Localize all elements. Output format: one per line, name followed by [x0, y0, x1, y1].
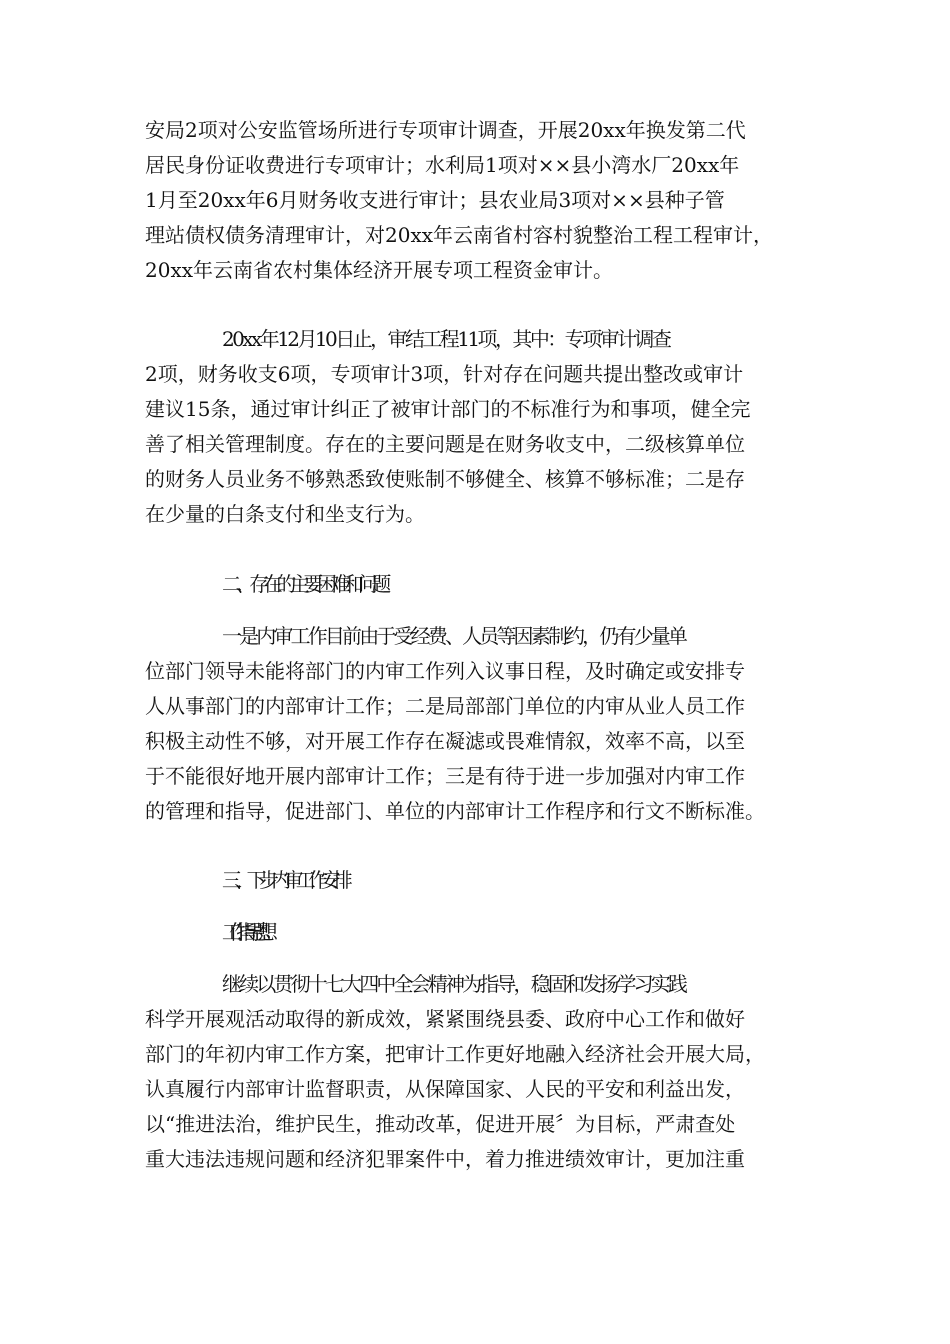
- text-line: 以“推进法治，维护民生，推动改革，促进开展〞为目标，严肃查处: [145, 1112, 736, 1136]
- text-line: 的财务人员业务不够熟悉致使账制不够健全、核算不够标准；二是存: [145, 467, 745, 491]
- subsection-heading: 工作指导思想: [222, 920, 266, 944]
- text-line: 1月至20xx年6月财务收支进行审计；县农业局3项对××县种子管: [145, 188, 725, 212]
- text-line: 部门的年初内审工作方案，把审计工作更好地融入经济社会开展大局，: [145, 1042, 765, 1066]
- text-line: 科学开展观活动取得的新成效，紧紧围绕县委、政府中心工作和做好: [145, 1007, 745, 1031]
- text-line: 在少量的白条支付和坐支行为。: [145, 502, 425, 526]
- section-heading: 三、下步内审工作安排: [222, 868, 345, 892]
- text-line: 20xx年云南省农村集体经济开展专项工程资金审计。: [145, 258, 614, 282]
- text-line: 人从事部门的内部审计工作；二是局部部门单位的内审从业人员工作: [145, 694, 745, 718]
- text-line: 20xx年12月10日止，审结工程11项，其中：专项审计调查: [222, 327, 670, 351]
- text-line: 2项，财务收支6项，专项审计3项，针对存在问题共提出整改或审计: [145, 362, 744, 386]
- text-line: 位部门领导未能将部门的内审工作列入议事日程，及时确定或安排专: [145, 659, 745, 683]
- text-line: 居民身份证收费进行专项审计；水利局1项对××县小湾水厂20xx年: [145, 153, 740, 177]
- text-line: 一是内审工作目前由于受经费、人员等因素制约，仍有少量单: [222, 624, 686, 648]
- text-line: 的管理和指导，促进部门、单位的内部审计工作程序和行文不断标准。: [145, 799, 765, 823]
- text-line: 善了相关管理制度。存在的主要问题是在财务收支中，二级核算单位: [145, 432, 745, 456]
- text-line: 建议15条，通过审计纠正了被审计部门的不标准行为和事项，健全完: [145, 397, 751, 421]
- section-heading: 二、存在的主要困难和问题: [222, 572, 385, 596]
- text-line: 重大违法违规问题和经济犯罪案件中，着力推进绩效审计，更加注重: [145, 1147, 745, 1171]
- text-line: 认真履行内部审计监督职责，从保障国家、人民的平安和利益出发，: [145, 1077, 745, 1101]
- text-line: 继续以贯彻十七大四中全会精神为指导，稳固和发扬学习实践: [222, 972, 686, 996]
- text-line: 安局2项对公安监管场所进行专项审计调查，开展20xx年换发第二代: [145, 118, 746, 142]
- text-line: 积极主动性不够，对开展工作存在凝滤或畏难情叙，效率不高，以至: [145, 729, 745, 753]
- text-line: 于不能很好地开展内部审计工作；三是有待于进一步加强对内审工作: [145, 764, 745, 788]
- text-line: 理站债权债务清理审计，对20xx年云南省村容村貌整治工程工程审计，: [145, 223, 774, 247]
